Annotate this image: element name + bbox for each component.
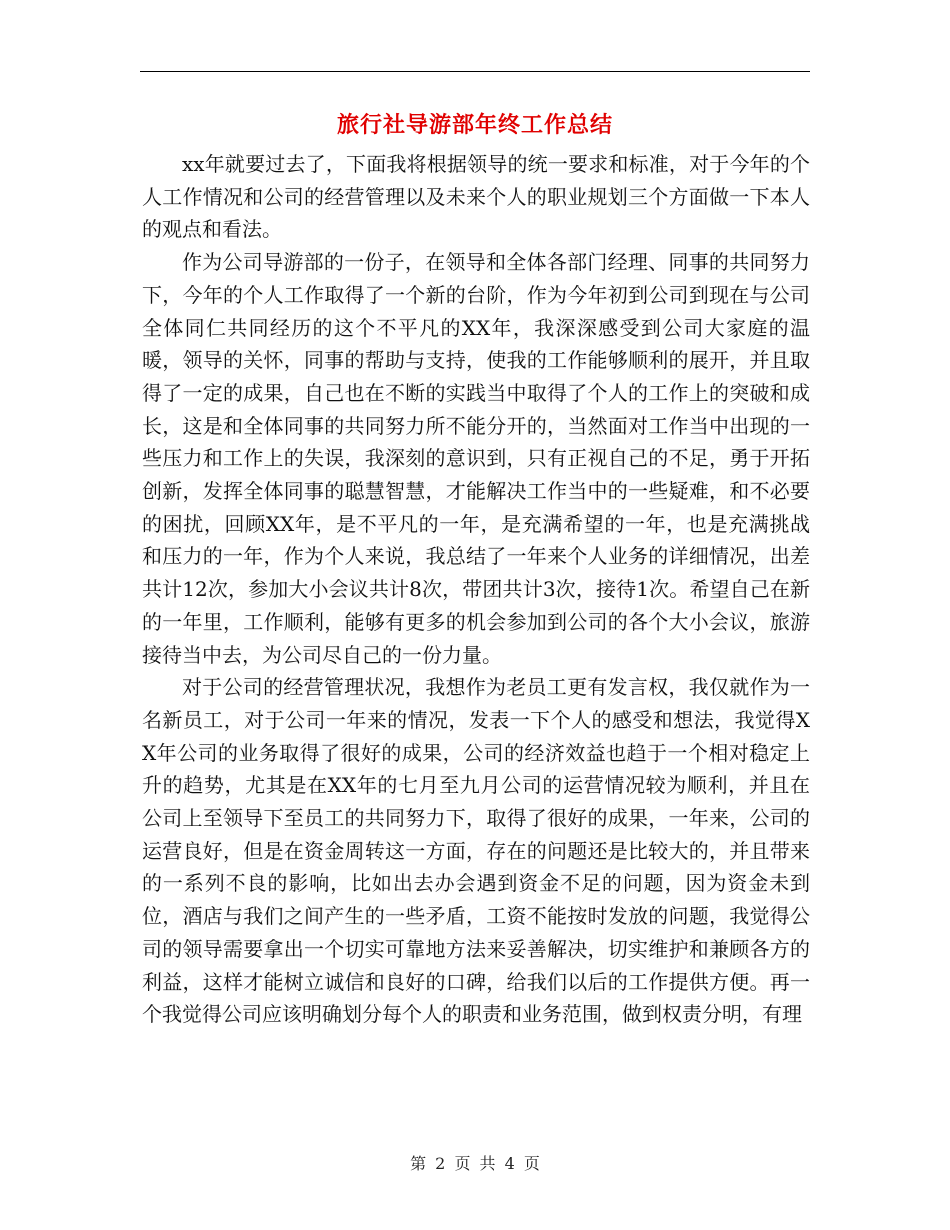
paragraph-management: 对于公司的经营管理状况，我想作为老员工更有发言权，我仅就作为一名新员工，对于公司一年来的情况，发表一下个人的感受和想法，我觉得XX年公司的业务取得了很好的成果，公司的经济效益也趋于一个相对稳定上升的趋势，尤其是在XX年的七月至九月公司的运营情况较为顺利，并且在公司上至领导下至员工的共同努力下，取得了很好的成果，一年来，公司的运营良好，但是在资金周转这一方面，存在的问题还是比较大的，并且带来的一系列不良的影响，比如出去办会遇到资金不足的问题，因为资金未到位，酒店与我们之间产生的一些矛盾，工资不能按时发放的问题，我觉得公司的领导需要拿出一个切实可靠地方法来妥善解决，切实维护和兼顾各方的利益，这样才能树立诚信和良好的口碑，给我们以后的工作提供方便。再一个我觉得公司应该明确划分每个人的职责和业务范围，做到权责分明，有理 — [142, 675, 810, 1027]
page-number-footer: 第 2 页 共 4 页 — [410, 1154, 540, 1173]
header-rule — [140, 71, 810, 72]
document-body — [142, 148, 810, 1031]
paragraph-intro: xx年就要过去了，下面我将根据领导的统一要求和标准，对于今年的个人工作情况和公司的经营管理以及未来个人的职业规划三个方面做一下本人的观点和看法。 — [142, 152, 810, 242]
document-title: 旅行社导游部年终工作总结 — [336, 112, 613, 138]
paragraph-work-review: 作为公司导游部的一份子，在领导和全体各部门经理、同事的共同努力下，今年的个人工作取得了一个新的台阶，作为今年初到公司到现在与公司全体同仁共同经历的这个不平凡的XX年，我深深感受到公司大家庭的温暖，领导的关怀，同事的帮助与支持，使我的工作能够顺利的展开，并且取得了一定的成果，自己也在不断的实践当中取得了个人的工作上的突破和成长，这是和全体同事的共同努力所不能分开的，当然面对工作当中出现的一些压力和工作上的失误，我深刻的意识到，只有正视自己的不足，勇于开拓创新，发挥全体同事的聪慧智慧，才能解决工作当中的一些疑难，和不必要的困扰，回顾XX年，是不平凡的一年，是充满希望的一年，也是充满挑战和压力的一年，作为个人来说，我总结了一年来个人业务的详细情况，出差共计12次，参加大小会议共计8次，带团共计3次，接待1次。希望自己在新的一年里，工作顺利，能够有更多的机会参加到公司的各个大小会议，旅游接待当中去，为公司尽自己的一份力量。 — [142, 250, 810, 667]
